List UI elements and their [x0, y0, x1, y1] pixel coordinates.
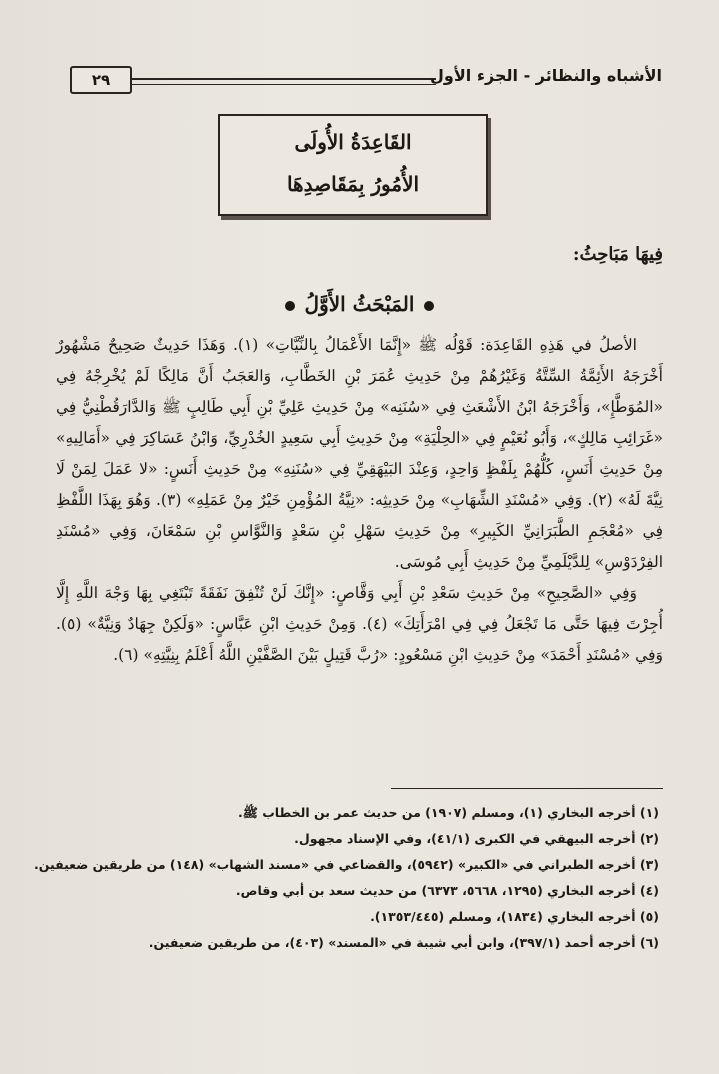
footnote: (٢) أخرجه البيهقي في الكبرى (٤١/١)، وفي الإسناد مجهول.: [294, 831, 659, 846]
section-heading: فِيهَا مَبَاحِثُ:: [572, 244, 663, 265]
running-header: [58, 66, 662, 94]
footnote: (٤) أخرجه البخاري (١٢٩٥، ٥٦٦٨، ٦٣٧٣) من حديث سعد بن أبي وقاص.: [235, 883, 659, 898]
subsection-title: المَبْحَثُ الأَوَّلُ: [304, 292, 415, 316]
paragraph: وَفِي «الصَّحِيحِ» مِنْ حَدِيثِ سَعْدِ بْنِ أَبِي وَقَّاصٍ: «إِنَّكَ لَنْ تُنْفِقَ نَفَقَةً تَبْتَغِي بِهَا وَجْهَ اللَّهِ إِلَّا أُجِرْتَ فِيهَا حَتَّى مَا تَجْعَلُ فِي فِي امْرَأَتِكَ» (٤). وَمِنْ حَدِيثِ ابْنِ عَبَّاسٍ: «وَلَكِنْ جِهَادٌ وَنِيَّةٌ» (٥). وَفِي «مُسْنَدِ أَحْمَدَ» مِنْ حَدِيثِ ابْنِ مَسْعُودٍ: «رُبَّ قَتِيلٍ بَيْنَ الصَّفَّيْنِ اللَّهُ أَعْلَمُ بِنِيَّتِهِ» (٦).: [56, 584, 663, 664]
subsection-heading: [0, 292, 719, 316]
bullet-icon: [285, 301, 295, 311]
footnote: (١) أخرجه البخاري (١)، ومسلم (١٩٠٧) من حديث عمر بن الخطاب ﷺ.: [238, 805, 659, 820]
footnotes: [33, 800, 659, 956]
running-title: الأشباه والنظائر - الجزء الأول: [430, 66, 662, 85]
body-text: [56, 330, 663, 671]
paragraph: الأصلُ في هَذِهِ القَاعِدَة: قَوْلُه ﷺ «إِنَّمَا الأَعْمَالُ بِالنِّيَّاتِ» (١). وَهَذَا حَدِيثٌ صَحِيحٌ مَشْهُورٌ أَخْرَجَهُ الأَئِمَّةُ السِّتَّةُ وَغَيْرُهُمْ مِنْ حَدِيثِ عُمَرَ بْنِ الخَطَّابِ، وَالعَجَبُ أَنَّ مَالِكًا لَمْ يُخْرِجْهُ فِي «المُوَطَّإِ»، وَأَخْرَجَهُ ابْنُ الأَشْعَثِ فِي «سُنَنِه» مِنْ حَدِيثِ عَلِيِّ بْنِ أَبِي طَالِبٍ ﷺ وَالدَّارَقُطْنِيُّ فِي «غَرَائِبِ مَالِكٍ»، وَأَبُو نُعَيْمٍ فِي «الحِلْيَةِ» مِنْ حَدِيثِ أَبِي سَعِيدٍ الخُدْرِيِّ، وَابْنُ عَسَاكِرَ فِي «أَمَالِيهِ» مِنْ حَدِيثِ أَنَسٍ، كُلُّهُمْ بِلَفْظٍ وَاحِدٍ، وَعِنْدَ البَيْهَقِيِّ فِي «سُنَنِهِ» مِنْ حَدِيثِ أَنَسٍ: «لا عَمَلَ لِمَنْ لَا نِيَّةَ لَهُ» (٢). وَفِي «مُسْنَدِ الشِّهَابِ» مِنْ حَدِيثِه: «نِيَّةُ المُؤْمِنِ خَيْرٌ مِنْ عَمَلِهِ» (٣). وَهُوَ بِهَذَا اللَّفْظِ فِي «مُعْجَمِ الطَّبَرَانِيِّ الكَبِيرِ» مِنْ حَدِيثِ سَهْلِ بْنِ سَعْدٍ وَالنَّوَّاسِ بْنِ سَمْعَانَ، وَفِي «مُسْنَدِ الفِرْدَوْسِ» لِلدَّيْلَمِيِّ مِنْ حَدِيثِ أَبِي مُوسَى.: [56, 336, 663, 571]
chapter-title-box: [218, 114, 488, 216]
chapter-subtitle: الأُمُورُ بِمَقَاصِدِهَا: [286, 172, 420, 196]
footnote: (٣) أخرجه الطبراني في «الكبير» (٥٩٤٢)، والقضاعي في «مسند الشهاب» (١٤٨) من طريقين ضعيفين.: [33, 857, 659, 872]
footnote: (٥) أخرجه البخاري (١٨٣٤)، ومسلم (١٣٥٣/٤٤٥).: [370, 909, 659, 924]
footnote: (٦) أخرجه أحمد (٣٩٧/١)، وابن أبي شيبة في «المسند» (٤٠٣)، من طريقين ضعيفين.: [148, 935, 659, 950]
chapter-title: القَاعِدَةُ الأُولَى: [294, 130, 412, 154]
footnote-separator: [391, 788, 663, 789]
header-rule: [130, 78, 436, 85]
page-number: ٢٩: [70, 66, 132, 94]
bullet-icon: [424, 301, 434, 311]
